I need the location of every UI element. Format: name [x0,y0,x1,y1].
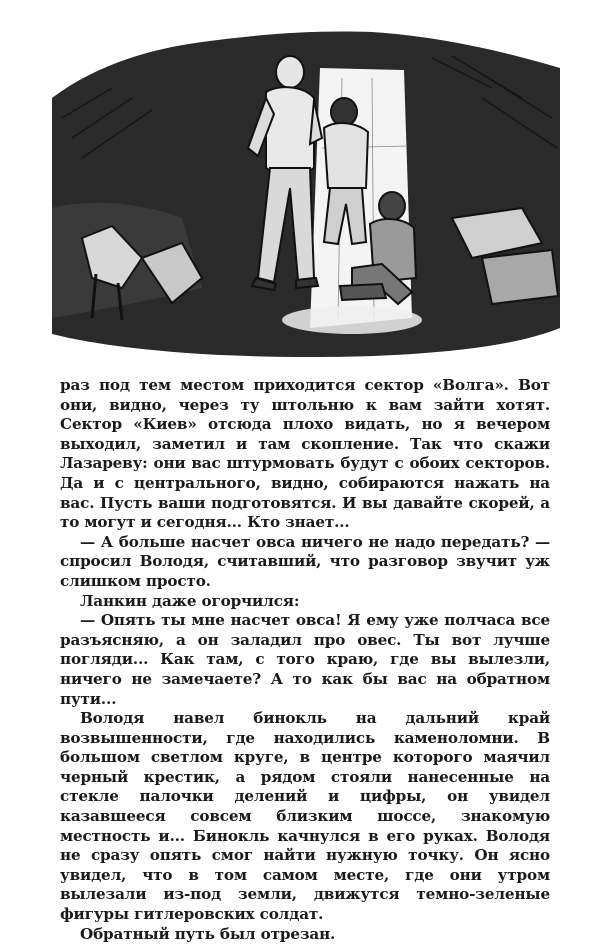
paragraph: — Опять ты мне насчет овса! Я ему уже полчаса все разъясняю, а он заладил про овес. Ты вот лучше погляди... Как там, с того краю, где вы вылезли, ничего не замечаете? А то как бы вас на обратном пути... [60,611,550,708]
paragraph: — А больше насчет овса ничего не надо передать? — спросил Володя, считавший, что разговор звучит уж слишком просто. [60,532,550,590]
paragraph: Ланкин даже огорчился: [80,591,300,610]
book-illustration [52,28,560,358]
paragraph: раз под тем местом приходится сектор «Волга». Вот они, видно, через ту штольню к вам зайти хотят. Сектор «Киев» отсюда плохо видать, но я вечером выходил, заметил и там скопление. Так что скажи Лазареву: они вас штурмовать будут с обоих секторов. Да и с центрального, видно, собираются нажать на вас. Пусть ваши подготовятся. И вы давайте скорей, а то могут и сегодня... Кто знает... [60,376,550,532]
paragraph: Обратный путь был отрезан. [80,924,336,943]
book-text [60,376,550,944]
paragraph: Володя навел бинокль на дальний край возвышенности, где находились каменоломни. В большом светлом круге, в центре которого маячил черный крестик, а рядом стояли нанесенные на стекле палочки делений и цифры, он увидел казавшееся совсем близким шоссе, знакомую местность и... Бинокль качнулся в его руках. Володя не сразу опять смог найти нужную точку. Он ясно увидел, что в том самом месте, где они утром вылезали из-под земли, движутся темно-зеленые фигуры гитлеровских солдат. [60,709,550,924]
quarry-scene-icon [52,28,560,358]
